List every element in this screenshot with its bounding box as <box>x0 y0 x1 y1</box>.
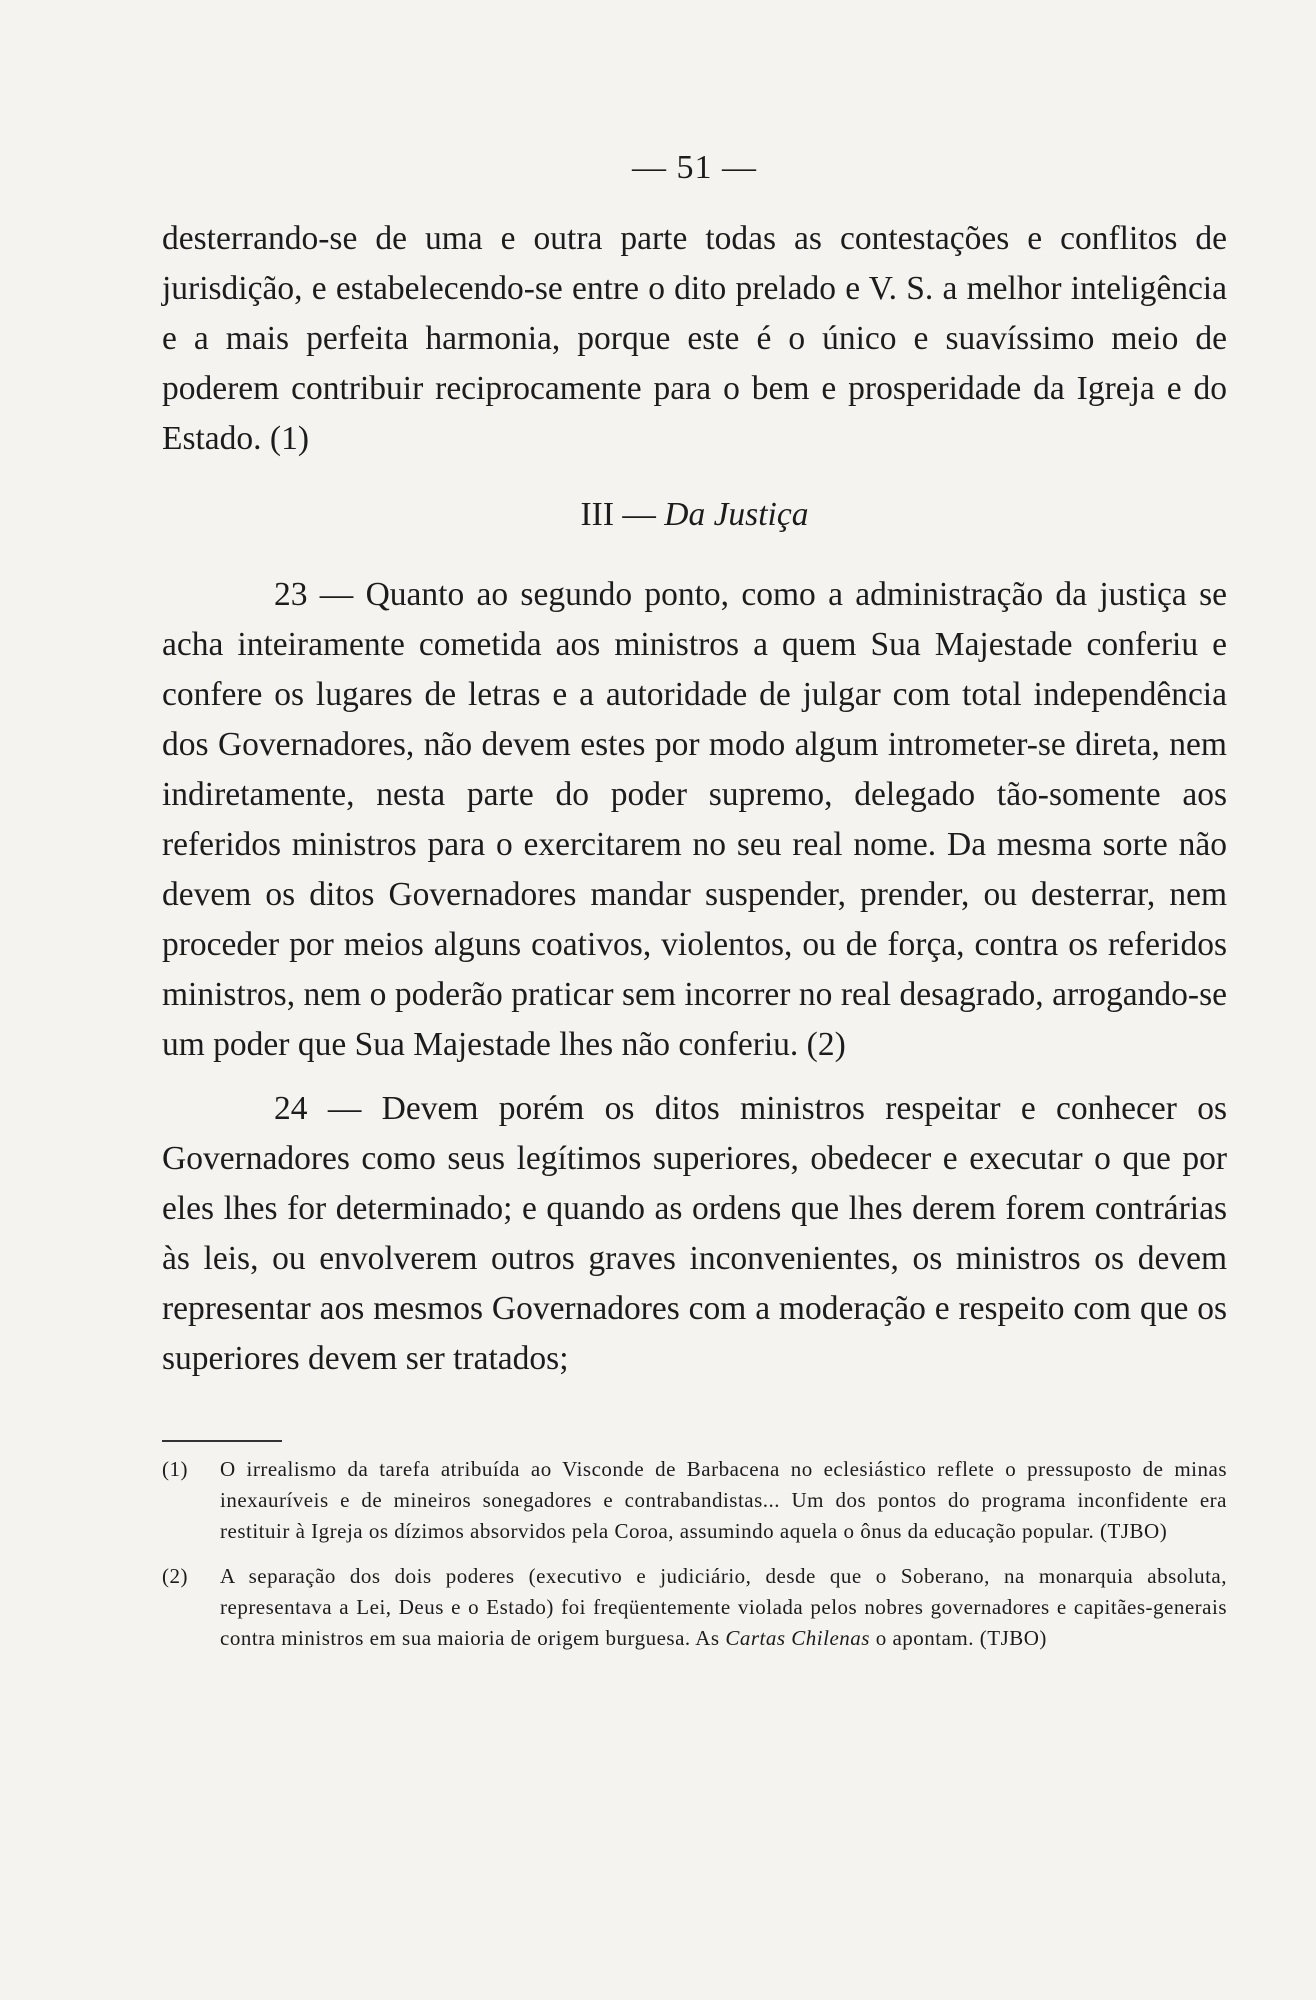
footnote-marker: (1) <box>162 1457 188 1481</box>
footnote-2 <box>162 1561 1227 1654</box>
paragraph-24: 24 — Devem porém os ditos ministros respeitar e conhecer os Governadores como seus legítimos superiores, obedecer e executar o que por eles lhes for determinado; e quando as ordens que lhes derem forem contrárias às leis, ou envolverem outros graves inconvenientes, os ministros os devem representar aos mesmos Governadores com a moderação e respeito com que os superiores devem ser tratados; <box>162 1090 1227 1377</box>
footnote-work-title: Cartas Chilenas <box>725 1626 870 1650</box>
footnote-text-start: A separação dos dois poderes (executivo e judiciário, desde que o Soberano, na monarquia absoluta, representava a Lei, Deus e o Estado) foi freqüentemente violada pelos nobres governadores e capitães-generais contra ministros em sua maioria de origem burguesa. As <box>220 1564 1227 1650</box>
footnote-text <box>220 1561 1227 1654</box>
footnote-divider <box>162 1440 282 1442</box>
footnote-marker: (2) <box>162 1564 188 1588</box>
footnote-text: O irrealismo da tarefa atribuída ao Visconde de Barbacena no eclesiástico reflete o pressuposto de minas inexauríveis e de mineiros sonegadores e contrabandistas... Um dos pontos do programa inconfidente era restituir à Igreja os dízimos absorvidos pela Coroa, assumindo aquela o ônus da educação popular. (TJBO) <box>220 1457 1227 1543</box>
page-number: — 51 — <box>632 149 757 186</box>
section-dash: — <box>622 496 656 533</box>
section-heading <box>162 490 1227 540</box>
section-title: Da Justiça <box>664 496 809 533</box>
book-page <box>162 148 1227 1668</box>
paragraph-continuation: desterrando-se de uma e outra parte todas as contestações e conflitos de jurisdição, e estabelecendo-se entre o dito prelado e V. S. a melhor inteligência e a mais perfeita harmonia, porque este é o único e suavíssimo meio de poderem contribuir reciprocamente para o bem e prosperidade da Igreja e do Estado. (1) <box>162 220 1227 457</box>
footnote-1 <box>162 1454 1227 1547</box>
section-numeral: III <box>580 496 614 533</box>
paragraph-23: 23 — Quanto ao segundo ponto, como a administração da justiça se acha inteiramente cometida aos ministros a quem Sua Majestade conferiu e confere os lugares de letras e a autoridade de julgar com total independência dos Governadores, não devem estes por modo algum intrometer-se direta, nem indiretamente, nesta parte do poder supremo, delegado tão-somente aos referidos ministros para o exercitarem no seu real nome. Da mesma sorte não devem os ditos Governadores mandar suspender, prender, ou desterrar, nem proceder por meios alguns coativos, violentos, ou de força, contra os referidos ministros, nem o poderão praticar sem incorrer no real desagrado, arrogando-se um poder que Sua Majestade lhes não conferiu. (2) <box>162 576 1227 1063</box>
footnote-text-end: o apontam. (TJBO) <box>875 1626 1047 1650</box>
